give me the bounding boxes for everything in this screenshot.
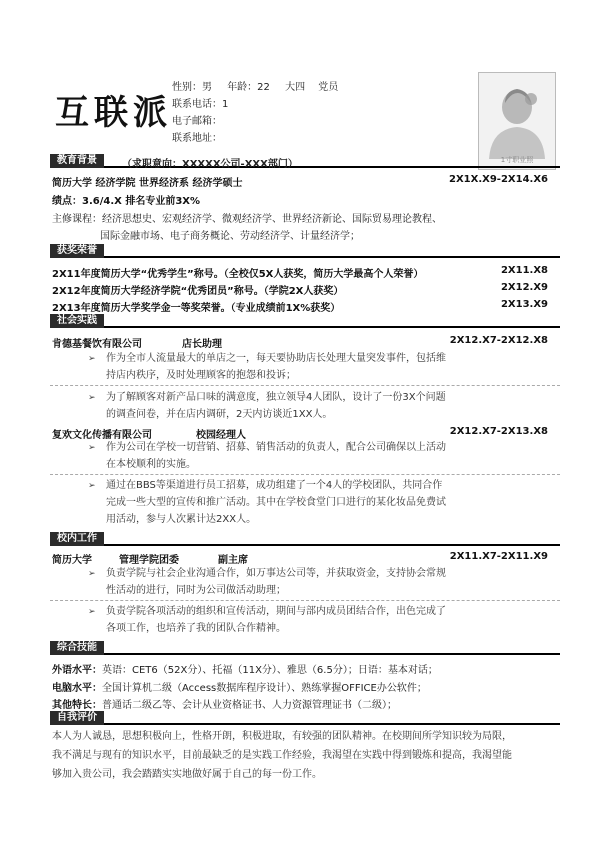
address: 联系地址： — [172, 133, 222, 144]
award-date: 2X12.X9 — [500, 282, 548, 293]
basic-info-row — [172, 78, 338, 93]
job2-bullet2-line3: 用活动，参与人次累计达2XX人。 — [106, 514, 257, 525]
bullet-separator — [50, 600, 560, 601]
section-title: 综合技能 — [50, 641, 104, 655]
bullet-separator — [50, 385, 560, 386]
age: 年龄：22 — [227, 82, 270, 93]
job2-bullet2-line1: 通过在BBS等渠道进行员工招募，成功组建了一个4人的学校团队，共同合作 — [106, 480, 443, 491]
job2-bullet1-line2: 在本校顺利的实施。 — [106, 459, 196, 470]
campus-bullet2-line2: 各项工作，也培养了我的团队合作精神。 — [106, 623, 286, 634]
skill-value: 全国计算机二级（Access数据库程序设计）、熟练掌握OFFICE办公软件； — [102, 683, 427, 694]
gender: 性别：男 — [172, 82, 212, 93]
bullet-arrow-icon: ➢ — [88, 569, 96, 579]
job2-date: 2X12.X7-2X13.X8 — [449, 426, 548, 437]
award-date: 2X11.X8 — [500, 265, 548, 276]
job1-company: 肯德基餐饮有限公司 — [52, 339, 142, 350]
bullet-arrow-icon: ➢ — [88, 481, 96, 491]
section-title: 自我评价 — [50, 711, 104, 725]
campus-date: 2X11.X7-2X11.X9 — [449, 551, 548, 562]
section-divider — [50, 326, 560, 328]
section-campus — [50, 532, 560, 546]
grade: 大四 — [285, 82, 306, 93]
skill-value: 英语：CET6（52X分）、托福（11X分）、雅思（6.5分）；日语：基本对话； — [102, 665, 438, 676]
skill-language — [52, 661, 438, 676]
job1-bullet1-line1: 作为全市人流量最大的单店之一，每天要协助店长处理大量突发事件，包括维 — [106, 353, 446, 364]
award-item: 2X13年度简历大学奖学金一等奖荣誉。（专业成绩前1X%获奖） — [52, 303, 341, 314]
skill-computer — [52, 679, 427, 694]
award-item: 2X12年度简历大学经济学院“优秀团员”称号。（学院2X人获奖） — [52, 286, 344, 297]
skill-other — [52, 696, 397, 711]
section-skills — [50, 641, 560, 655]
campus-role: 副主席 — [218, 555, 248, 566]
skill-label: 其他特长： — [52, 700, 102, 711]
skill-value: 普通话二级乙等、会计从业资格证书、人力资源管理证书（二级）； — [102, 700, 397, 711]
campus-bullet1-line2: 性活动的进行，同时为公司做活动助理； — [106, 585, 286, 596]
phone: 联系电话：1 — [172, 99, 229, 110]
job-intent: （求职意向：XXXXX公司-XXX部门） — [122, 159, 298, 170]
section-title: 教育背景 — [50, 154, 104, 168]
education-line: 简历大学 经济学院 世界经济系 经济学硕士 — [52, 178, 243, 189]
bullet-arrow-icon: ➢ — [88, 607, 96, 617]
campus-bullet2-line1: 负责学院各项活动的组织和宣传活动，期间与部内成员团结合作，出色完成了 — [106, 606, 446, 617]
candidate-name: 互联派 — [55, 93, 172, 133]
award-item: 2X11年度简历大学“优秀学生”称号。（全校仅5X人获奖，简历大学最高个人荣誉） — [52, 269, 424, 280]
section-divider — [50, 653, 560, 655]
job2-company: 复欢文化传播有限公司 — [52, 430, 152, 441]
campus-org: 简历大学 — [52, 555, 92, 566]
job1-bullet1-line2: 持店内秩序，及时处理顾客的抱怨和投诉； — [106, 370, 296, 381]
section-title: 社会实践 — [50, 314, 104, 328]
job2-bullet2-line2: 完成一些大型的宣传和推广活动。其中在学校食堂门口进行的某化妆品免费试 — [106, 497, 446, 508]
bullet-arrow-icon: ➢ — [88, 443, 96, 453]
self-eval-line-1: 本人为人诚恳，思想积极向上，性格开朗，积极进取，有较强的团队精神。在校期间所学知识较为局限， — [52, 731, 512, 742]
self-eval-line-2: 我不满足与现有的知识水平，目前最缺乏的是实践工作经验，我渴望在实践中得到锻炼和提高，我渴望能 — [52, 750, 512, 761]
job2-bullet1-line1: 作为公司在学校一切营销、招募、销售活动的负责人，配合公司确保以上活动 — [106, 442, 446, 453]
job1-bullet2-line1: 为了解顾客对新产品口味的满意度，独立领导4人团队，设计了一份3X个问题 — [106, 392, 446, 403]
skill-label: 外语水平： — [52, 665, 102, 676]
job1-bullet2-line2: 的调查问卷，并在店内调研，2天内访谈近1XX人。 — [106, 409, 333, 420]
section-divider — [50, 256, 560, 258]
job2-role: 校园经理人 — [196, 430, 246, 441]
bullet-arrow-icon: ➢ — [88, 354, 96, 364]
campus-bullet1-line1: 负责学院与社会企业沟通合作，如万事达公司等，并获取资金，支持协会常规 — [106, 568, 446, 579]
section-self-evaluation — [50, 711, 560, 725]
award-date: 2X13.X9 — [500, 299, 548, 310]
courses-line-1: 主修课程：经济思想史、宏观经济学、微观经济学、世界经济新论、国际贸易理论教程、 — [52, 214, 442, 225]
email: 电子邮箱： — [172, 116, 222, 127]
bullet-separator — [50, 474, 560, 475]
self-eval-line-3: 够加入贵公司，我会踏踏实实地做好属于自己的每一份工作。 — [52, 769, 322, 780]
section-title: 校内工作 — [50, 532, 104, 546]
job1-date: 2X12.X7-2X12.X8 — [449, 335, 548, 346]
bullet-arrow-icon: ➢ — [88, 393, 96, 403]
photo-caption: 1寸职业照 — [500, 156, 534, 164]
section-title: 获奖荣誉 — [50, 244, 104, 258]
education-date: 2X1X.X9-2X14.X6 — [448, 174, 548, 185]
skill-label: 电脑水平： — [52, 683, 102, 694]
courses-line-2: 国际金融市场、电子商务概论、劳动经济学、计量经济学； — [100, 231, 360, 242]
section-divider — [50, 723, 560, 725]
campus-dept: 管理学院团委 — [119, 555, 179, 566]
section-education — [50, 154, 560, 168]
party: 党员 — [318, 82, 339, 93]
section-divider — [50, 544, 560, 546]
gpa: 绩点：3.6/4.X 排名专业前3X% — [52, 196, 201, 207]
section-awards — [50, 244, 560, 258]
section-practice — [50, 314, 560, 328]
job1-role: 店长助理 — [182, 339, 222, 350]
